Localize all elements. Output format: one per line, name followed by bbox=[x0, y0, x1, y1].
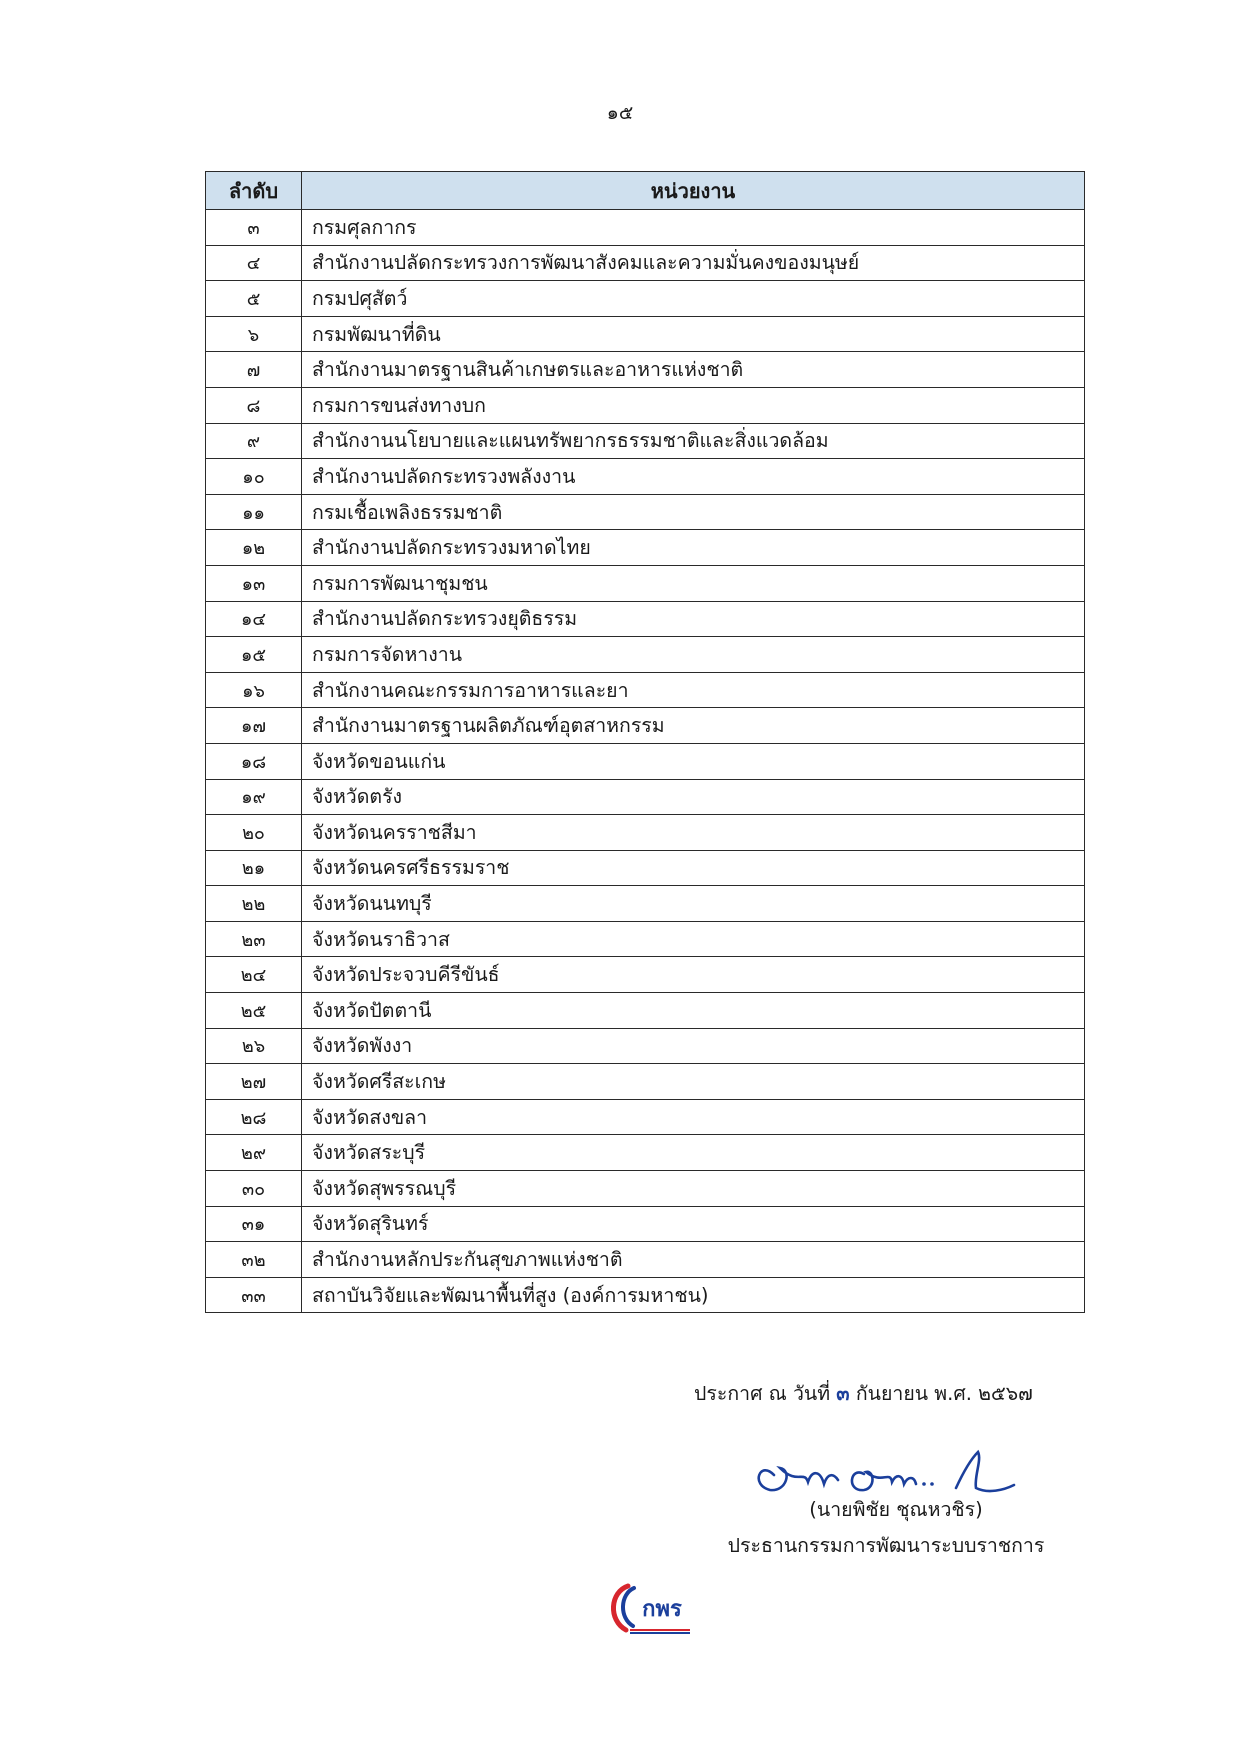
signer-name: (นายพิชัย ชุณหวชิร) bbox=[809, 1498, 983, 1521]
row-unit-name: จังหวัดพังงา bbox=[302, 1028, 1085, 1064]
row-unit-name: จังหวัดขอนแก่น bbox=[302, 743, 1085, 779]
row-unit-name: สำนักงานปลัดกระทรวงการพัฒนาสังคมและความมั่นคงของมนุษย์ bbox=[302, 245, 1085, 281]
table-row bbox=[206, 1277, 1085, 1313]
header-unit: หน่วยงาน bbox=[302, 172, 1085, 210]
row-number: ๒๖ bbox=[206, 1028, 302, 1064]
table-row bbox=[206, 815, 1085, 851]
announcement-suffix: กันยายน พ.ศ. ๒๕๖๗ bbox=[855, 1382, 1033, 1405]
row-number: ๓๑ bbox=[206, 1206, 302, 1242]
row-unit-name: จังหวัดนราธิวาส bbox=[302, 921, 1085, 957]
page-number: ๑๕ bbox=[606, 102, 634, 124]
table-row bbox=[206, 672, 1085, 708]
table-row bbox=[206, 1099, 1085, 1135]
row-number: ๑๗ bbox=[206, 708, 302, 744]
table-row bbox=[206, 281, 1085, 317]
row-number: ๑๔ bbox=[206, 601, 302, 637]
row-number: ๒๔ bbox=[206, 957, 302, 993]
row-unit-name: จังหวัดนนทบุรี bbox=[302, 886, 1085, 922]
row-unit-name: จังหวัดตรัง bbox=[302, 779, 1085, 815]
row-number: ๔ bbox=[206, 245, 302, 281]
table-row bbox=[206, 565, 1085, 601]
table-row bbox=[206, 316, 1085, 352]
row-number: ๗ bbox=[206, 352, 302, 388]
row-unit-name: จังหวัดนครศรีธรรมราช bbox=[302, 850, 1085, 886]
row-number: ๒๒ bbox=[206, 886, 302, 922]
row-unit-name: จังหวัดปัตตานี bbox=[302, 993, 1085, 1029]
row-number: ๓๒ bbox=[206, 1242, 302, 1278]
table-row bbox=[206, 708, 1085, 744]
header-order: ลำดับ bbox=[206, 172, 302, 210]
row-unit-name: กรมเชื้อเพลิงธรรมชาติ bbox=[302, 494, 1085, 530]
row-number: ๒๕ bbox=[206, 993, 302, 1029]
row-number: ๙ bbox=[206, 423, 302, 459]
row-unit-name: กรมการจัดหางาน bbox=[302, 637, 1085, 673]
units-table bbox=[205, 171, 1085, 1313]
row-unit-name: กรมการพัฒนาชุมชน bbox=[302, 565, 1085, 601]
row-unit-name: สถาบันวิจัยและพัฒนาพื้นที่สูง (องค์การมหาชน) bbox=[302, 1277, 1085, 1313]
opdc-logo-icon bbox=[606, 1580, 696, 1636]
row-unit-name: กรมปศุสัตว์ bbox=[302, 281, 1085, 317]
announcement bbox=[694, 1378, 1114, 1409]
row-unit-name: จังหวัดประจวบคีรีขันธ์ bbox=[302, 957, 1085, 993]
row-unit-name: สำนักงานนโยบายและแผนทรัพยากรธรรมชาติและสิ่งแวดล้อม bbox=[302, 423, 1085, 459]
logo-text: กพร bbox=[642, 1597, 682, 1622]
row-unit-name: สำนักงานปลัดกระทรวงพลังงาน bbox=[302, 459, 1085, 495]
row-number: ๒๗ bbox=[206, 1064, 302, 1100]
table-row bbox=[206, 1171, 1085, 1207]
table-row bbox=[206, 637, 1085, 673]
table-row bbox=[206, 850, 1085, 886]
row-unit-name: กรมพัฒนาที่ดิน bbox=[302, 316, 1085, 352]
table-row bbox=[206, 743, 1085, 779]
row-number: ๒๑ bbox=[206, 850, 302, 886]
table-header-row bbox=[206, 172, 1085, 210]
table-row bbox=[206, 1242, 1085, 1278]
row-unit-name: กรมศุลกากร bbox=[302, 210, 1085, 246]
table-row bbox=[206, 1206, 1085, 1242]
row-unit-name: จังหวัดสงขลา bbox=[302, 1099, 1085, 1135]
row-number: ๑๕ bbox=[206, 637, 302, 673]
table-row bbox=[206, 921, 1085, 957]
row-number: ๘ bbox=[206, 387, 302, 423]
row-number: ๓ bbox=[206, 210, 302, 246]
table-row bbox=[206, 423, 1085, 459]
announcement-prefix: ประกาศ ณ วันที่ bbox=[694, 1382, 831, 1405]
table-row bbox=[206, 530, 1085, 566]
row-number: ๑๓ bbox=[206, 565, 302, 601]
row-number: ๑๖ bbox=[206, 672, 302, 708]
table-row bbox=[206, 1064, 1085, 1100]
row-number: ๖ bbox=[206, 316, 302, 352]
row-unit-name: จังหวัดนครราชสีมา bbox=[302, 815, 1085, 851]
row-unit-name: จังหวัดสระบุรี bbox=[302, 1135, 1085, 1171]
table-row bbox=[206, 459, 1085, 495]
row-unit-name: สำนักงานหลักประกันสุขภาพแห่งชาติ bbox=[302, 1242, 1085, 1278]
table-row bbox=[206, 957, 1085, 993]
table-row bbox=[206, 387, 1085, 423]
row-unit-name: จังหวัดสุพรรณบุรี bbox=[302, 1171, 1085, 1207]
table-row bbox=[206, 779, 1085, 815]
table-body bbox=[206, 210, 1085, 1313]
row-number: ๕ bbox=[206, 281, 302, 317]
table-row bbox=[206, 494, 1085, 530]
table-row bbox=[206, 993, 1085, 1029]
row-number: ๑๘ bbox=[206, 743, 302, 779]
row-number: ๒๐ bbox=[206, 815, 302, 851]
row-unit-name: กรมการขนส่งทางบก bbox=[302, 387, 1085, 423]
table-row bbox=[206, 210, 1085, 246]
row-unit-name: จังหวัดศรีสะเกษ bbox=[302, 1064, 1085, 1100]
row-number: ๓๐ bbox=[206, 1171, 302, 1207]
table-row bbox=[206, 1028, 1085, 1064]
row-number: ๒๓ bbox=[206, 921, 302, 957]
table-row bbox=[206, 601, 1085, 637]
row-number: ๑๒ bbox=[206, 530, 302, 566]
announcement-day: ๓ bbox=[836, 1382, 850, 1405]
row-number: ๑๙ bbox=[206, 779, 302, 815]
row-number: ๑๐ bbox=[206, 459, 302, 495]
table-row bbox=[206, 352, 1085, 388]
signer-title: ประธานกรรมการพัฒนาระบบราชการ bbox=[727, 1534, 1045, 1557]
table-row bbox=[206, 245, 1085, 281]
row-number: ๒๘ bbox=[206, 1099, 302, 1135]
row-unit-name: สำนักงานปลัดกระทรวงมหาดไทย bbox=[302, 530, 1085, 566]
row-unit-name: จังหวัดสุรินทร์ bbox=[302, 1206, 1085, 1242]
row-number: ๑๑ bbox=[206, 494, 302, 530]
row-unit-name: สำนักงานคณะกรรมการอาหารและยา bbox=[302, 672, 1085, 708]
table-row bbox=[206, 1135, 1085, 1171]
row-unit-name: สำนักงานปลัดกระทรวงยุติธรรม bbox=[302, 601, 1085, 637]
table-row bbox=[206, 886, 1085, 922]
row-number: ๒๙ bbox=[206, 1135, 302, 1171]
row-unit-name: สำนักงานมาตรฐานสินค้าเกษตรและอาหารแห่งชาติ bbox=[302, 352, 1085, 388]
row-number: ๓๓ bbox=[206, 1277, 302, 1313]
row-unit-name: สำนักงานมาตรฐานผลิตภัณฑ์อุตสาหกรรม bbox=[302, 708, 1085, 744]
